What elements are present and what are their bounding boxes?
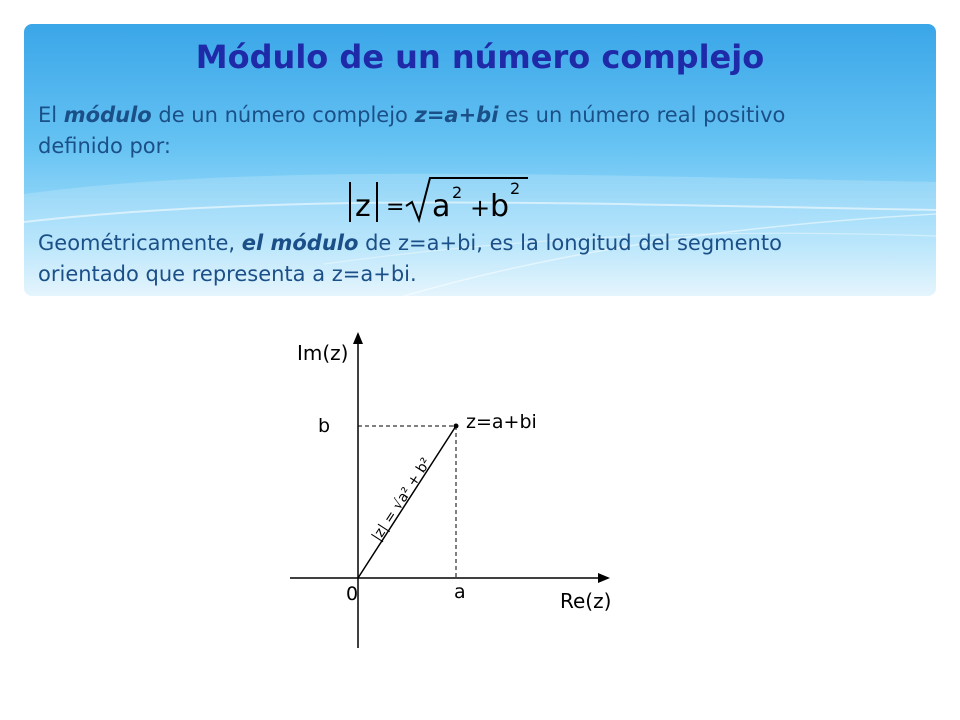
emphasis-modulo: módulo [63, 103, 152, 127]
geometric-interpretation-text [38, 228, 868, 290]
complex-plane-diagram [270, 320, 670, 650]
formula-z: z [355, 189, 371, 224]
formula-b: b [490, 189, 510, 224]
point-z-label: z=a+bi [466, 411, 537, 433]
text-fragment: de un número complejo [151, 103, 415, 127]
modulus-formula [338, 172, 538, 232]
segment-modulus-label: |z| = √a² + b² [368, 455, 435, 545]
formula-exponent-b: 2 [510, 179, 521, 198]
emphasis-el-modulo: el módulo [241, 231, 359, 255]
origin-label: 0 [346, 583, 359, 605]
formula-exponent-a: 2 [452, 183, 463, 202]
text-fragment: Geométricamente, [38, 231, 242, 255]
slide-title: Módulo de un número complejo [195, 38, 765, 76]
text-fragment: es un número real positivo definido por: [38, 103, 786, 158]
formula-equals: = [386, 195, 405, 220]
text-fragment: El [38, 103, 64, 127]
b-tick-label: b [318, 415, 331, 437]
text-fragment: de z=a+bi, es la longitud del segmento orientado que representa a z=a+bi. [38, 231, 782, 286]
point-z [454, 424, 459, 429]
emphasis-z-expression: z=a+bi [414, 103, 499, 127]
a-tick-label: a [454, 581, 466, 603]
x-axis-label: Re(z) [560, 589, 612, 613]
formula-a: a [432, 189, 451, 224]
y-axis-label: Im(z) [297, 341, 349, 365]
module-definition-text [38, 100, 868, 162]
formula-plus: + [470, 194, 491, 222]
